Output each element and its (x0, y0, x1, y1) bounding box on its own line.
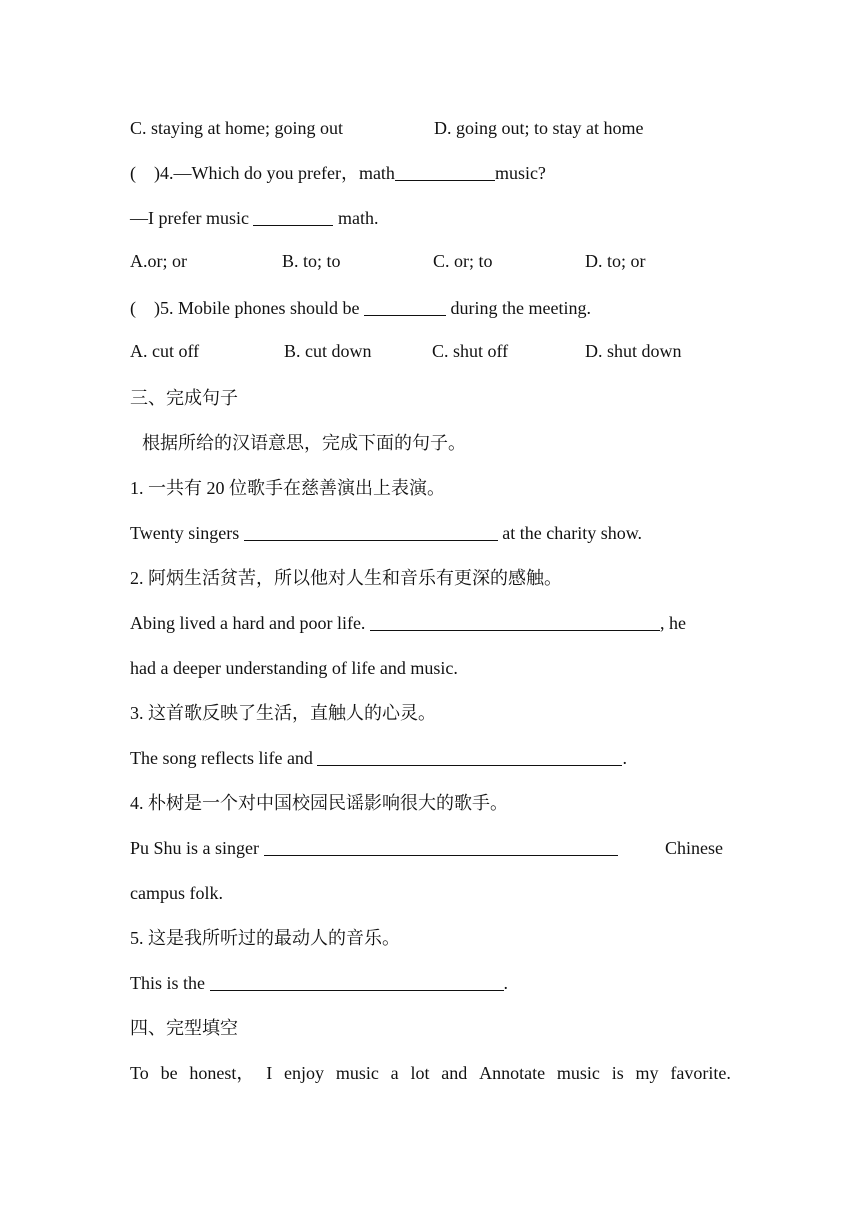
item1-blank (244, 522, 498, 541)
passage-word: a (390, 1063, 399, 1083)
item3-en-a: The song reflects life and (130, 748, 318, 768)
q4-option-b: B. to; to (282, 251, 341, 271)
item4-chinese: 4. 朴树是一个对中国校园民谣影响很大的歌手。 (130, 793, 508, 813)
q5-option-c: C. shut off (432, 341, 509, 361)
item2-en-a: Abing lived a hard and poor life. (130, 613, 370, 633)
q4-answer-b: math. (333, 208, 379, 228)
item5-english (130, 971, 508, 995)
passage-word: be (160, 1063, 178, 1083)
q4-blank-1 (395, 162, 495, 181)
item3-en-b: . (622, 748, 627, 768)
q5-blank (364, 297, 446, 316)
item1-english (130, 521, 642, 545)
q5-stem (130, 296, 591, 320)
item3-chinese: 3. 这首歌反映了生活，直触人的心灵。 (130, 703, 436, 723)
q4-answer-a: —I prefer music (130, 208, 254, 228)
q4-option-a: A.or; or (130, 251, 187, 271)
passage-word: I (266, 1063, 273, 1083)
q4-stem (130, 161, 546, 185)
passage-word: lot (410, 1063, 430, 1083)
item5-en-b: . (503, 973, 508, 993)
q5-stem-a: 5. Mobile phones should be (160, 298, 364, 318)
q5-option-a: A. cut off (130, 341, 200, 361)
q4-answer-paren: ( ) (130, 163, 160, 183)
q5-option-b: B. cut down (284, 341, 372, 361)
item5-blank (210, 972, 504, 991)
item4-en-b: Chinese (665, 838, 723, 858)
section3-instruction: 根据所给的汉语意思，完成下面的句子。 (142, 433, 466, 453)
item1-en-b: at the charity show. (497, 523, 643, 543)
q4-stem-a: 4.—Which do you prefer，math (160, 163, 395, 183)
q5-answer-paren: ( ) (130, 298, 160, 318)
item3-english (130, 746, 627, 770)
item5-en-a: This is the (130, 973, 210, 993)
section3-heading: 三、完成句子 (130, 388, 238, 408)
item2-blank (370, 612, 660, 631)
item4-en-a: Pu Shu is a singer (130, 838, 264, 858)
item4-blank (264, 837, 618, 856)
q4-option-c: C. or; to (433, 251, 493, 271)
q4-options (130, 251, 730, 275)
q3-option-d: D. going out; to stay at home (434, 118, 644, 138)
q4-stem-b: music? (494, 163, 546, 183)
passage-word: favorite. (670, 1063, 731, 1083)
item2-chinese: 2. 阿炳生活贫苦，所以他对人生和音乐有更深的感触。 (130, 568, 562, 588)
passage-word: music (335, 1063, 379, 1083)
passage-word: Annotate (479, 1063, 546, 1083)
q4-blank-2 (253, 207, 333, 226)
item2-english (130, 611, 686, 635)
q3-option-c: C. staying at home; going out (130, 118, 343, 138)
item2-english-cont: had a deeper understanding of life and music. (130, 658, 458, 678)
passage-word: and (441, 1063, 468, 1083)
item4-english-cont: campus folk. (130, 883, 223, 903)
passage-word: enjoy (284, 1063, 324, 1083)
q4-option-d: D. to; or (585, 251, 646, 271)
q5-options (130, 341, 730, 365)
item4-english (130, 836, 618, 860)
passage-word: To (130, 1063, 149, 1083)
passage-word: music (556, 1063, 600, 1083)
passage-word: is (611, 1063, 624, 1083)
item5-chinese: 5. 这是我所听过的最动人的音乐。 (130, 928, 400, 948)
item3-blank (317, 747, 622, 766)
passage-word: honest， (189, 1063, 255, 1083)
item1-en-a: Twenty singers (130, 523, 244, 543)
section4-passage-line (130, 1061, 731, 1085)
q4-answer (130, 206, 378, 230)
item1-chinese: 1. 一共有 20 位歌手在慈善演出上表演。 (130, 478, 445, 498)
q5-stem-b: during the meeting. (446, 298, 591, 318)
passage-word: my (635, 1063, 659, 1083)
section4-heading: 四、完型填空 (130, 1018, 238, 1038)
item2-en-b: , he (659, 613, 686, 633)
q5-option-d: D. shut down (585, 341, 682, 361)
